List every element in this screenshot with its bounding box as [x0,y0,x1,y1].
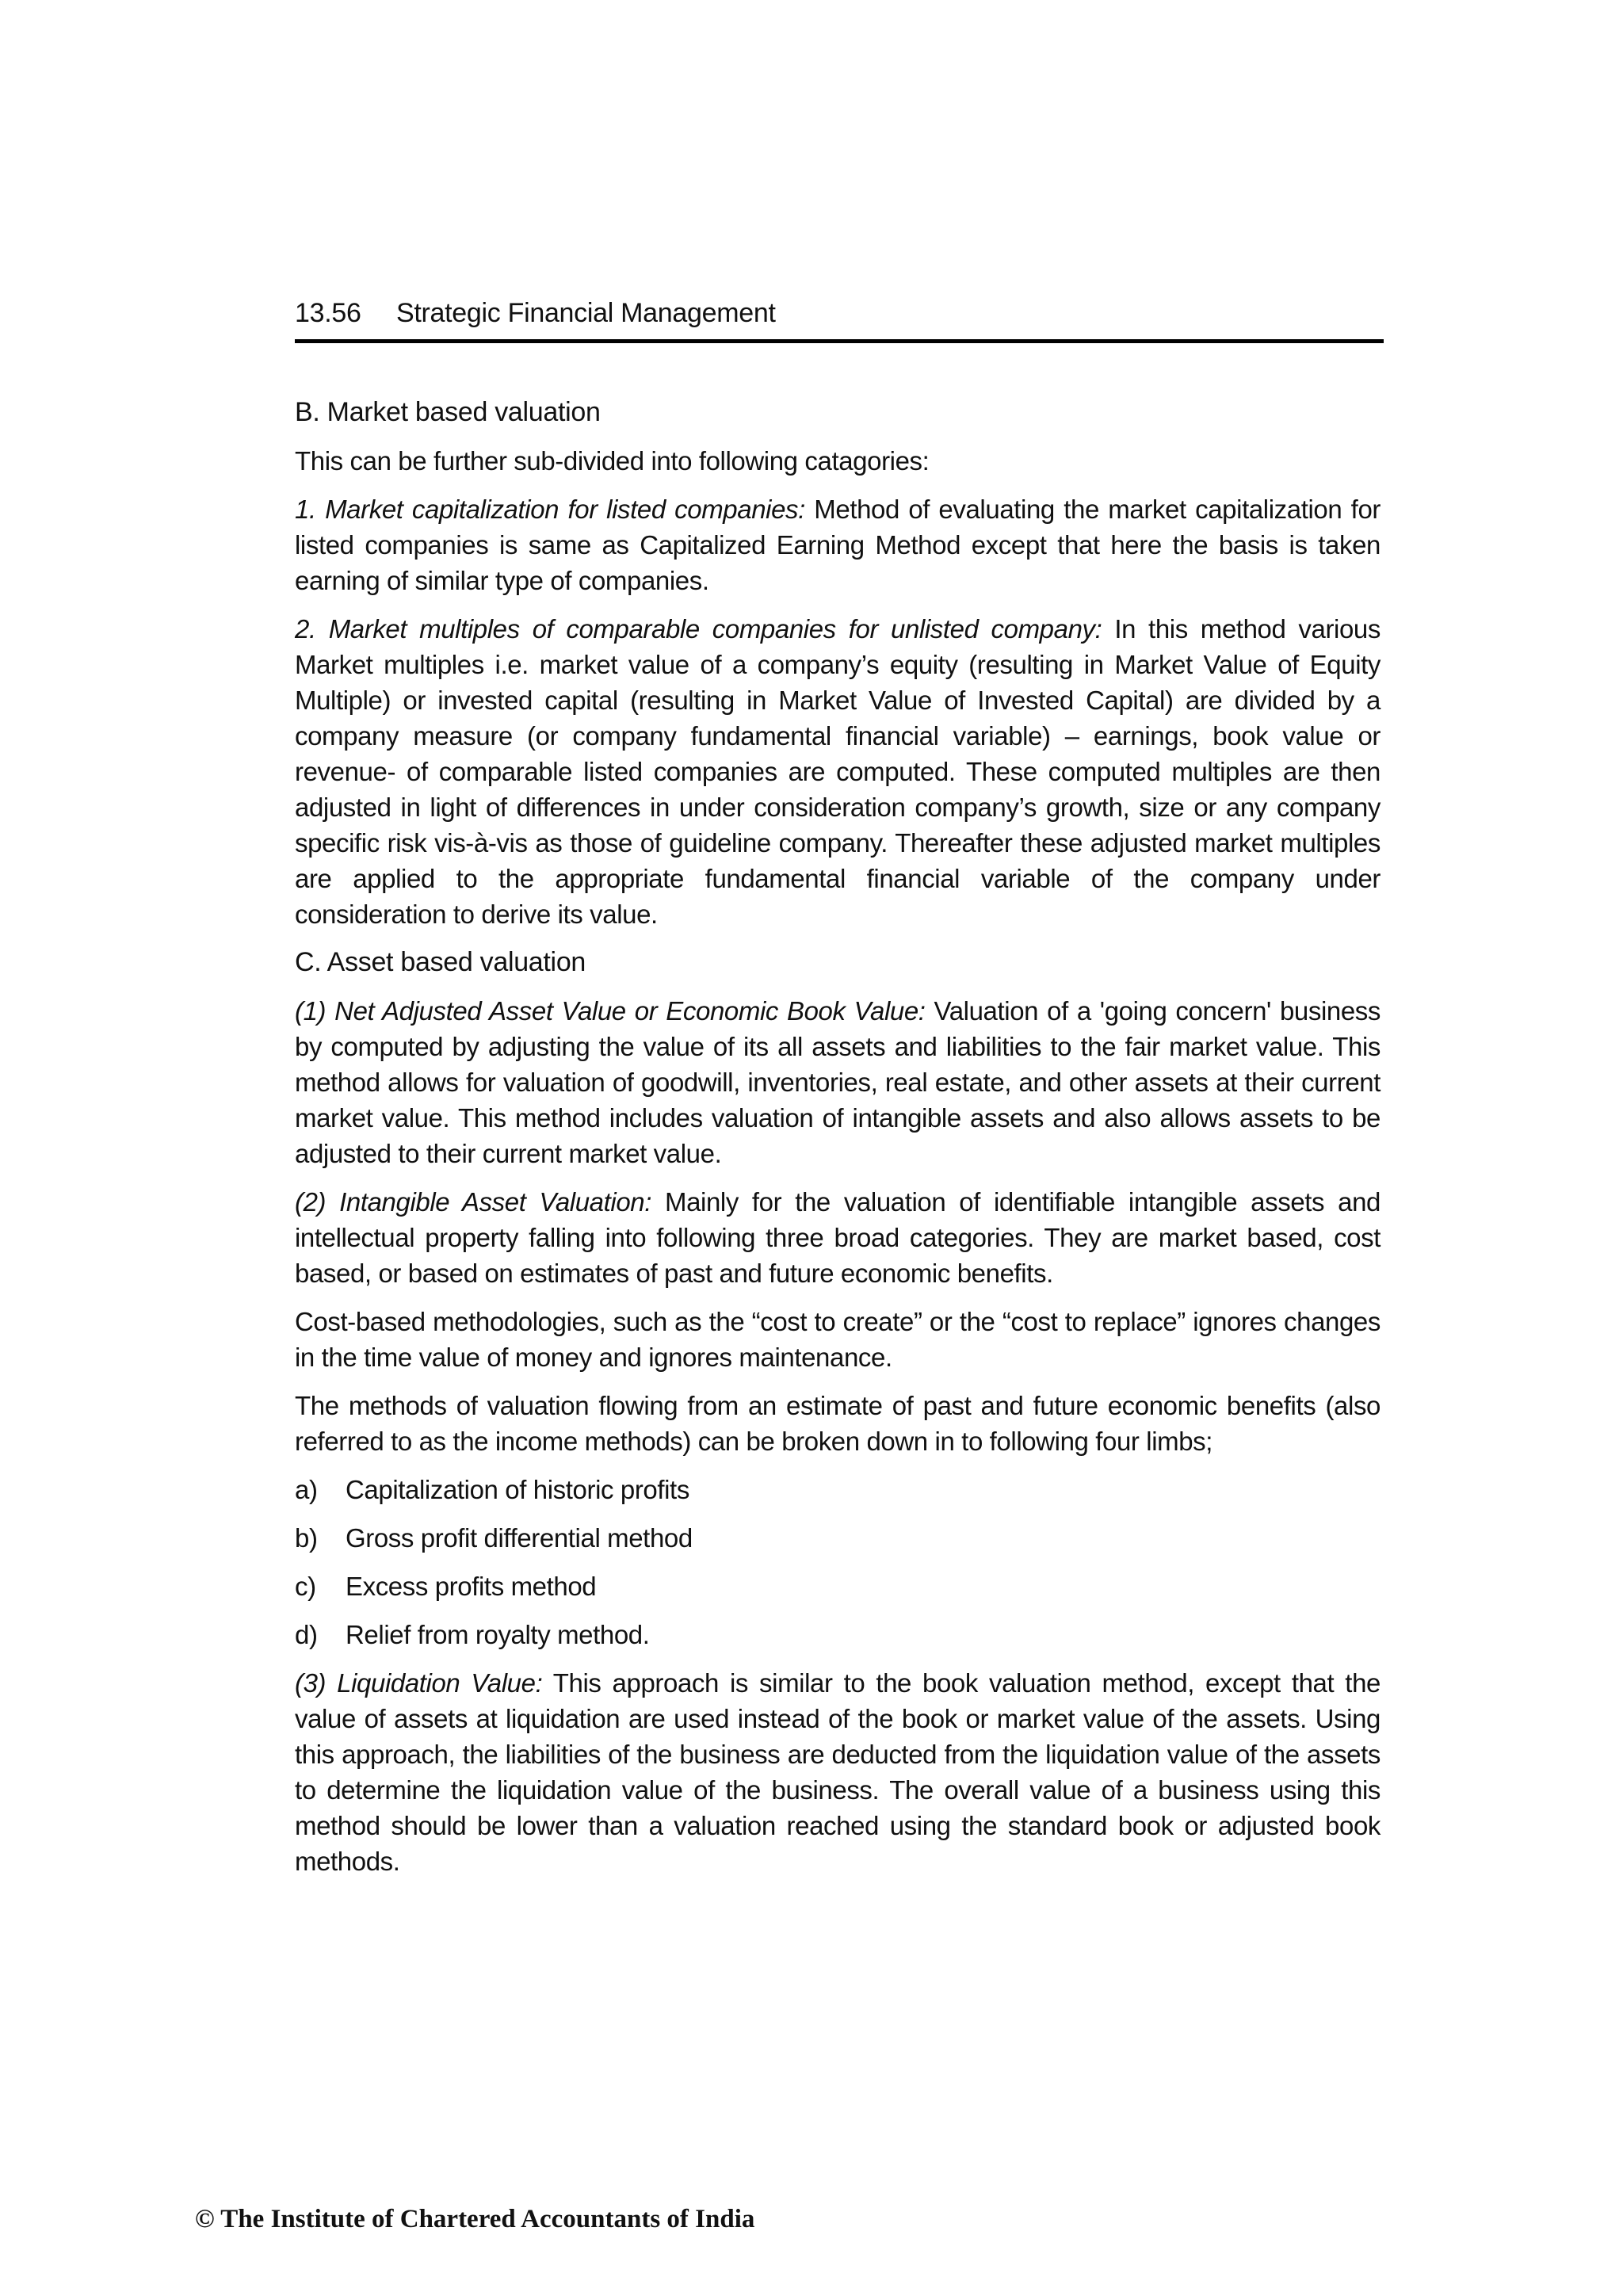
body-content [295,395,1381,1892]
list-marker: c) [295,1572,316,1601]
asset-item-2-lead: (2) Intangible Asset Valuation: [295,1187,652,1217]
list-item [295,1568,1381,1604]
section-heading-market: B. Market based valuation [295,397,601,427]
asset-item-3-body: This approach is similar to the book valuation method, except that the value of assets at liquidation are used instead of the book or market value of the assets. Using this approach, the liabilities of the business are deducted from the liquidation value of the assets to determine the liquidation value of the business. The overall value of a business using this method should be lower than a valuation reached using the standard book or adjusted book methods. [295,1668,1381,1876]
market-intro: This can be further sub-divided into following catagories: [295,446,930,476]
page-header [295,295,1384,343]
running-title: Strategic Financial Management [396,298,776,328]
list-item-text: Capitalization of historic profits [346,1475,689,1504]
asset-item-1-body: Valuation of a 'going concern' business by computed by adjusting the value of its all assets and liabilities to the fair market value. This method allows for valuation of goodwill, inventories, real estate, and other assets at their current market value. This method includes valuation of intangible assets and also allows assets to be adjusted to their current market value. [295,996,1381,1168]
list-item-text: Gross profit differential method [346,1523,693,1553]
cost-based-paragraph: Cost-based methodologies, such as the “cost to create” or the “cost to replace” ignores changes in the time value of money and ignores maintenance. [295,1307,1381,1372]
asset-item-2-body: Mainly for the valuation of identifiable intangible assets and intellectual property falling into following three broad categories. They are market based, cost based, or based on estimates of past and future economic benefits. [295,1187,1381,1288]
asset-item-3-lead: (3) Liquidation Value: [295,1668,543,1698]
list-marker: d) [295,1620,318,1649]
copyright-footer: © The Institute of Chartered Accountants of India [195,2205,755,2233]
market-item-1-body: Method of evaluating the market capitalization for listed companies is same as Capitalized Earning Method except that here the basis is taken earning of similar type of companies. [295,495,1381,595]
market-item-2-body: In this method various Market multiples i.e. market value of a company’s equity (resulting in Market Value of Equity Multiple) or invested capital (resulting in Market Value of Invested Capital) are divided by a company measure (or company fundamental financial variable) – earnings, book value or revenue- of comparable listed companies are computed. These computed multiples are then adjusted in light of differences in under consideration company’s growth, size or any company specific risk vis-à-vis as those of guideline company. Thereafter these adjusted market multiples are applied to the appropriate fundamental financial variable of the company under consideration to derive its value. [295,614,1381,929]
list-marker: a) [295,1475,318,1504]
list-item-text: Excess profits method [346,1572,597,1601]
market-item-1-lead: 1. Market capitalization for listed companies: [295,495,805,524]
list-item [295,1520,1381,1556]
list-marker: b) [295,1523,318,1553]
income-limbs-list [295,1472,1381,1652]
asset-item-3 [295,1665,1381,1879]
market-item-2 [295,611,1381,932]
list-item [295,1472,1381,1507]
list-item [295,1617,1381,1652]
market-item-2-lead: 2. Market multiples of comparable companies for unlisted company: [295,614,1102,644]
market-item-1 [295,491,1381,598]
income-methods-paragraph: The methods of valuation flowing from an estimate of past and future economic benefits (also referred to as the income methods) can be broken down in to following four limbs; [295,1391,1381,1456]
asset-item-1-lead: (1) Net Adjusted Asset Value or Economic Book Value: [295,996,926,1026]
asset-item-1 [295,993,1381,1171]
page-number: 13.56 [295,298,361,328]
asset-item-2 [295,1184,1381,1291]
section-heading-asset: C. Asset based valuation [295,947,586,977]
list-item-text: Relief from royalty method. [346,1620,650,1649]
